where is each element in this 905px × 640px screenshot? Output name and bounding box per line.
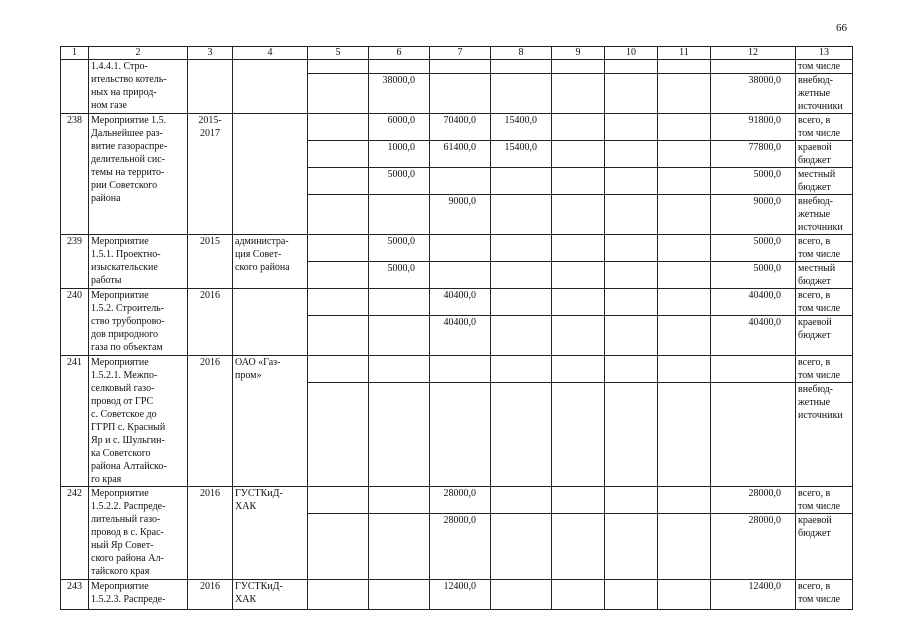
amount-cell-col6: 1000,0 (369, 141, 430, 168)
executor-cell: ОАО «Газ- пром» (233, 356, 308, 487)
measure-name-cell: Мероприятие 1.5.2.1. Межпо- селковый газо- провод от ГРС с. Советское до ГГРП с. Красный Яр и с. Шульгин- ка Советского района Алтайско- го края (89, 356, 188, 487)
header-cell: 6 (369, 47, 430, 60)
table-row (61, 487, 853, 514)
empty-cell-col9 (552, 74, 605, 114)
amount-cell-col7 (430, 262, 491, 289)
amount-cell-col5 (308, 514, 369, 580)
header-cell: 3 (188, 47, 233, 60)
empty-cell-col9 (552, 356, 605, 383)
empty-cell-col9 (552, 235, 605, 262)
amount-cell-col7: 61400,0 (430, 141, 491, 168)
empty-cell-col10 (605, 60, 658, 74)
table-row (61, 60, 853, 74)
amount-cell-col7: 12400,0 (430, 580, 491, 610)
amount-cell-col8 (491, 487, 552, 514)
funding-source-cell: том числе (796, 60, 853, 74)
total-amount-cell: 9000,0 (711, 195, 796, 235)
amount-cell-col7: 9000,0 (430, 195, 491, 235)
total-amount-cell: 91800,0 (711, 114, 796, 141)
empty-cell-col9 (552, 262, 605, 289)
executor-cell: ГУСТКиД- ХАК (233, 487, 308, 580)
amount-cell-col8: 15400,0 (491, 141, 552, 168)
amount-cell-col5 (308, 235, 369, 262)
measure-name-cell: Мероприятие 1.5.1. Проектно- изыскательские работы (89, 235, 188, 289)
amount-cell-col6 (369, 195, 430, 235)
amount-cell-col7 (430, 383, 491, 487)
header-cell: 9 (552, 47, 605, 60)
header-cell: 11 (658, 47, 711, 60)
amount-cell-col8 (491, 60, 552, 74)
amount-cell-col8 (491, 289, 552, 316)
total-amount-cell: 5000,0 (711, 235, 796, 262)
amount-cell-col6: 6000,0 (369, 114, 430, 141)
amount-cell-col6: 5000,0 (369, 235, 430, 262)
measure-name-cell: Мероприятие 1.5.2.3. Распреде- (89, 580, 188, 610)
empty-cell-col10 (605, 487, 658, 514)
empty-cell-col9 (552, 580, 605, 610)
total-amount-cell (711, 383, 796, 487)
amount-cell-col7 (430, 356, 491, 383)
amount-cell-col6 (369, 580, 430, 610)
row-number-cell: 243 (61, 580, 89, 610)
amount-cell-col5 (308, 289, 369, 316)
total-amount-cell: 12400,0 (711, 580, 796, 610)
total-amount-cell: 5000,0 (711, 262, 796, 289)
measure-name-cell: 1.4.4.1. Стро- ительство котель- ных на природ- ном газе (89, 60, 188, 114)
amount-cell-col5 (308, 487, 369, 514)
years-cell: 2016 (188, 580, 233, 610)
empty-cell-col11 (658, 316, 711, 356)
amount-cell-col5 (308, 383, 369, 487)
funding-source-cell: краевой бюджет (796, 141, 853, 168)
funding-source-cell: внебюд- жетные источники (796, 383, 853, 487)
row-number-cell: 239 (61, 235, 89, 289)
amount-cell-col7: 40400,0 (430, 289, 491, 316)
header-cell: 1 (61, 47, 89, 60)
row-number-cell: 241 (61, 356, 89, 487)
amount-cell-col5 (308, 114, 369, 141)
empty-cell-col11 (658, 262, 711, 289)
amount-cell-col8 (491, 168, 552, 195)
funding-source-cell: всего, в том числе (796, 356, 853, 383)
empty-cell-col10 (605, 580, 658, 610)
years-cell: 2015- 2017 (188, 114, 233, 235)
funding-source-cell: местный бюджет (796, 262, 853, 289)
empty-cell-col11 (658, 383, 711, 487)
amount-cell-col5 (308, 141, 369, 168)
total-amount-cell: 38000,0 (711, 74, 796, 114)
empty-cell-col11 (658, 168, 711, 195)
empty-cell-col9 (552, 60, 605, 74)
page-number: 66 (836, 22, 847, 34)
empty-cell-col11 (658, 580, 711, 610)
empty-cell-col9 (552, 168, 605, 195)
row-number-cell (61, 60, 89, 114)
empty-cell-col11 (658, 195, 711, 235)
empty-cell-col11 (658, 141, 711, 168)
table-row (61, 580, 853, 610)
amount-cell-col6 (369, 289, 430, 316)
amount-cell-col6 (369, 487, 430, 514)
amount-cell-col5 (308, 316, 369, 356)
empty-cell-col9 (552, 487, 605, 514)
empty-cell-col11 (658, 514, 711, 580)
amount-cell-col6: 5000,0 (369, 262, 430, 289)
empty-cell-col10 (605, 383, 658, 487)
amount-cell-col7 (430, 74, 491, 114)
table-row (61, 356, 853, 383)
table-row (61, 114, 853, 141)
amount-cell-col7 (430, 168, 491, 195)
empty-cell-col9 (552, 316, 605, 356)
amount-cell-col7 (430, 60, 491, 74)
total-amount-cell: 77800,0 (711, 141, 796, 168)
amount-cell-col5 (308, 195, 369, 235)
empty-cell-col11 (658, 289, 711, 316)
empty-cell-col10 (605, 74, 658, 114)
header-row (61, 47, 853, 60)
amount-cell-col5 (308, 262, 369, 289)
empty-cell-col10 (605, 235, 658, 262)
empty-cell-col10 (605, 195, 658, 235)
header-cell: 10 (605, 47, 658, 60)
empty-cell-col10 (605, 514, 658, 580)
amount-cell-col8 (491, 356, 552, 383)
header-cell: 7 (430, 47, 491, 60)
funding-source-cell: всего, в том числе (796, 289, 853, 316)
row-number-cell: 240 (61, 289, 89, 356)
funding-source-cell: всего, в том числе (796, 235, 853, 262)
years-cell: 2016 (188, 487, 233, 580)
header-cell: 8 (491, 47, 552, 60)
amount-cell-col5 (308, 74, 369, 114)
amount-cell-col5 (308, 356, 369, 383)
funding-source-cell: краевой бюджет (796, 316, 853, 356)
total-amount-cell: 40400,0 (711, 289, 796, 316)
amount-cell-col6 (369, 383, 430, 487)
total-amount-cell: 5000,0 (711, 168, 796, 195)
amount-cell-col6 (369, 60, 430, 74)
amount-cell-col6: 38000,0 (369, 74, 430, 114)
amount-cell-col8 (491, 316, 552, 356)
empty-cell-col10 (605, 289, 658, 316)
amount-cell-col6 (369, 356, 430, 383)
total-amount-cell (711, 60, 796, 74)
empty-cell-col11 (658, 60, 711, 74)
funding-source-cell: краевой бюджет (796, 514, 853, 580)
total-amount-cell: 28000,0 (711, 514, 796, 580)
empty-cell-col10 (605, 262, 658, 289)
amount-cell-col7 (430, 235, 491, 262)
empty-cell-col9 (552, 289, 605, 316)
amount-cell-col7: 28000,0 (430, 514, 491, 580)
amount-cell-col6 (369, 316, 430, 356)
table-body (61, 47, 853, 610)
amount-cell-col8 (491, 74, 552, 114)
header-cell: 4 (233, 47, 308, 60)
amount-cell-col8: 15400,0 (491, 114, 552, 141)
funding-source-cell: всего, в том числе (796, 580, 853, 610)
empty-cell-col11 (658, 487, 711, 514)
amount-cell-col6: 5000,0 (369, 168, 430, 195)
amount-cell-col5 (308, 60, 369, 74)
years-cell: 2015 (188, 235, 233, 289)
measure-name-cell: Мероприятие 1.5. Дальнейшее раз- витие газораспре- делительной сис- темы на террито- рии Советского района (89, 114, 188, 235)
funding-source-cell: внебюд- жетные источники (796, 74, 853, 114)
empty-cell-col9 (552, 514, 605, 580)
empty-cell-col10 (605, 168, 658, 195)
empty-cell-col9 (552, 383, 605, 487)
empty-cell-col9 (552, 114, 605, 141)
table-row (61, 289, 853, 316)
funding-source-cell: местный бюджет (796, 168, 853, 195)
empty-cell-col11 (658, 114, 711, 141)
amount-cell-col7: 28000,0 (430, 487, 491, 514)
header-cell: 13 (796, 47, 853, 60)
amount-cell-col8 (491, 235, 552, 262)
empty-cell-col9 (552, 195, 605, 235)
header-cell: 2 (89, 47, 188, 60)
years-cell: 2016 (188, 356, 233, 487)
empty-cell-col9 (552, 141, 605, 168)
total-amount-cell: 28000,0 (711, 487, 796, 514)
executor-cell: ГУСТКиД- ХАК (233, 580, 308, 610)
total-amount-cell: 40400,0 (711, 316, 796, 356)
funding-source-cell: всего, в том числе (796, 487, 853, 514)
executor-cell: администра- ция Совет- ского района (233, 235, 308, 289)
empty-cell-col11 (658, 356, 711, 383)
header-cell: 12 (711, 47, 796, 60)
amount-cell-col6 (369, 514, 430, 580)
executor-cell (233, 114, 308, 235)
amount-cell-col8 (491, 514, 552, 580)
empty-cell-col11 (658, 74, 711, 114)
amount-cell-col7: 40400,0 (430, 316, 491, 356)
row-number-cell: 238 (61, 114, 89, 235)
header-cell: 5 (308, 47, 369, 60)
empty-cell-col10 (605, 316, 658, 356)
funding-source-cell: внебюд- жетные источники (796, 195, 853, 235)
amount-cell-col7: 70400,0 (430, 114, 491, 141)
years-cell (188, 60, 233, 114)
amount-cell-col8 (491, 580, 552, 610)
amount-cell-col8 (491, 195, 552, 235)
amount-cell-col8 (491, 262, 552, 289)
funding-source-cell: всего, в том числе (796, 114, 853, 141)
table-row (61, 235, 853, 262)
total-amount-cell (711, 356, 796, 383)
row-number-cell: 242 (61, 487, 89, 580)
measure-name-cell: Мероприятие 1.5.2. Строитель- ство трубопрово- дов природного газа по объектам (89, 289, 188, 356)
amount-cell-col8 (491, 383, 552, 487)
empty-cell-col11 (658, 235, 711, 262)
empty-cell-col10 (605, 141, 658, 168)
executor-cell (233, 289, 308, 356)
years-cell: 2016 (188, 289, 233, 356)
empty-cell-col10 (605, 114, 658, 141)
empty-cell-col10 (605, 356, 658, 383)
measure-name-cell: Мероприятие 1.5.2.2. Распреде- лительный газо- провод в с. Крас- ный Яр Совет- ского района Ал- тайского края (89, 487, 188, 580)
executor-cell (233, 60, 308, 114)
amount-cell-col5 (308, 580, 369, 610)
amount-cell-col5 (308, 168, 369, 195)
budget-table (60, 46, 853, 610)
